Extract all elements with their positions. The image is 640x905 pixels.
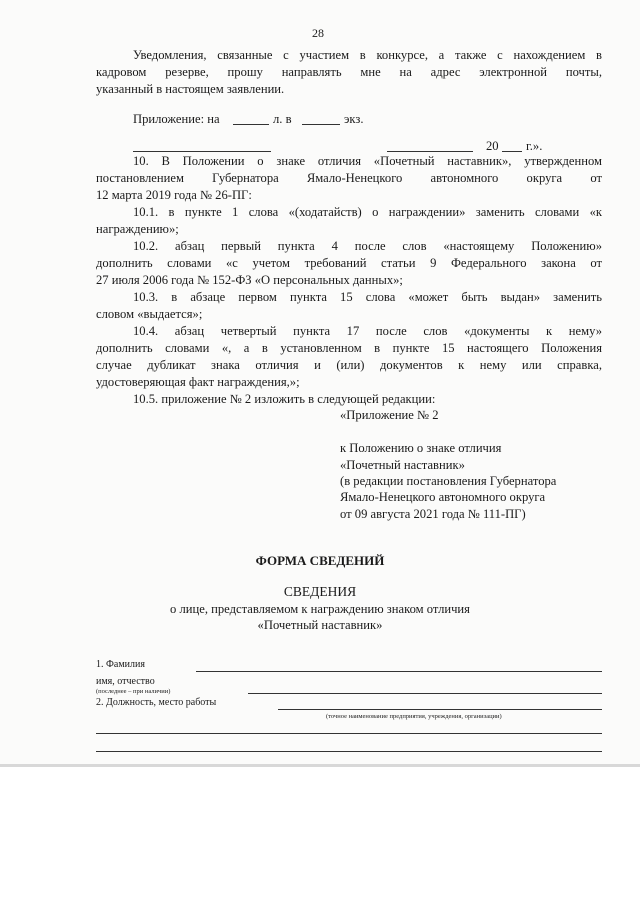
year-blank [502,151,522,152]
form-title: СВЕДЕНИЯ [283,584,357,599]
page-bottom-edge [0,764,640,767]
field-2-line-b [96,733,602,734]
appendix-line-2: «Почетный наставник» [340,458,465,472]
item-10-4-line-3: случае дубликат знака отличия и (или) документов к нему или справка, [96,358,602,372]
appendix-line-1: к Положению о знаке отличия [340,441,502,455]
field-1-hint: (последнее – при наличии) [96,688,171,695]
item-10-1-line-2: награждению»; [96,222,179,236]
field-2-hint: (точное наименование предприятия, учреждения, организации) [326,713,502,720]
item-10-3-line-1: 10.3. в абзаце первом пункта 15 слова «может быть выдан» заменить [133,290,602,304]
field-2-line-a [278,709,602,710]
item-10-line-1: 10. В Положении о знаке отличия «Почетный наставник», утвержденном [133,154,602,168]
form-subtitle-2: «Почетный наставник» [257,618,383,632]
item-10-2-line-1: 10.2. абзац первый пункта 4 после слов «настоящему Положению» [133,239,602,253]
form-heading: ФОРМА СВЕДЕНИЙ [255,553,385,568]
item-10-5-line-1: 10.5. приложение № 2 изложить в следующей редакции: [133,392,436,406]
field-1-line-a [196,671,602,672]
date-year-prefix: 20 [486,139,499,153]
notice-line-1: Уведомления, связанные с участием в конкурсе, а также с нахождением в [133,48,602,62]
attachment-label-3: экз. [344,112,364,126]
item-10-3-line-2: словом «выдается»; [96,307,203,321]
appendix-line-3: (в редакции постановления Губернатора [340,474,557,488]
date-line [387,151,473,152]
attachment-pages-blank [233,124,269,125]
item-10-2-line-2: дополнить словами «с учетом требований статьи 9 Федерального закона от [96,256,602,270]
date-year-suffix: г.». [526,139,543,153]
item-10-2-line-3: 27 июля 2006 года № 152-ФЗ «О персональных данных»; [96,273,403,287]
field-1-line-b [248,693,602,694]
field-1-label: 1. Фамилия [96,659,145,670]
appendix-line-5: от 09 августа 2021 года № 111-ПГ) [340,507,526,521]
item-10-1-line-1: 10.1. в пункте 1 слова «(ходатайств) о награждении» заменить словами «к [133,205,602,219]
page-number: 28 [312,26,324,40]
signature-line [133,151,271,152]
item-10-4-line-4: удостоверяющая факт награждения,»; [96,375,300,389]
notice-line-3: указанный в настоящем заявлении. [96,82,285,96]
item-10-4-line-2: дополнить словами «, а в установленном в пункте 15 настоящего Положения [96,341,602,355]
attachment-label-2: л. в [273,112,292,126]
field-2-line-c [96,751,602,752]
item-10-4-line-1: 10.4. абзац четвертый пункта 17 после слов «документы к нему» [133,324,602,338]
appendix-title: «Приложение № 2 [340,408,439,422]
appendix-line-4: Ямало-Ненецкого автономного округа [340,490,546,504]
form-subtitle-1: о лице, представляемом к награждению знаком отличия [170,602,470,616]
notice-line-2: кадровом резерве, прошу направлять мне на адрес электронной почты, [96,65,602,79]
field-2-label: 2. Должность, место работы [96,697,217,708]
item-10-line-3: 12 марта 2019 года № 26-ПГ: [96,188,252,202]
attachment-copies-blank [302,124,340,125]
attachment-label: Приложение: на [133,112,220,126]
field-1-label-2: имя, отчество [96,676,155,687]
item-10-line-2: постановлением Губернатора Ямало-Ненецкого автономного округа от [96,171,602,185]
